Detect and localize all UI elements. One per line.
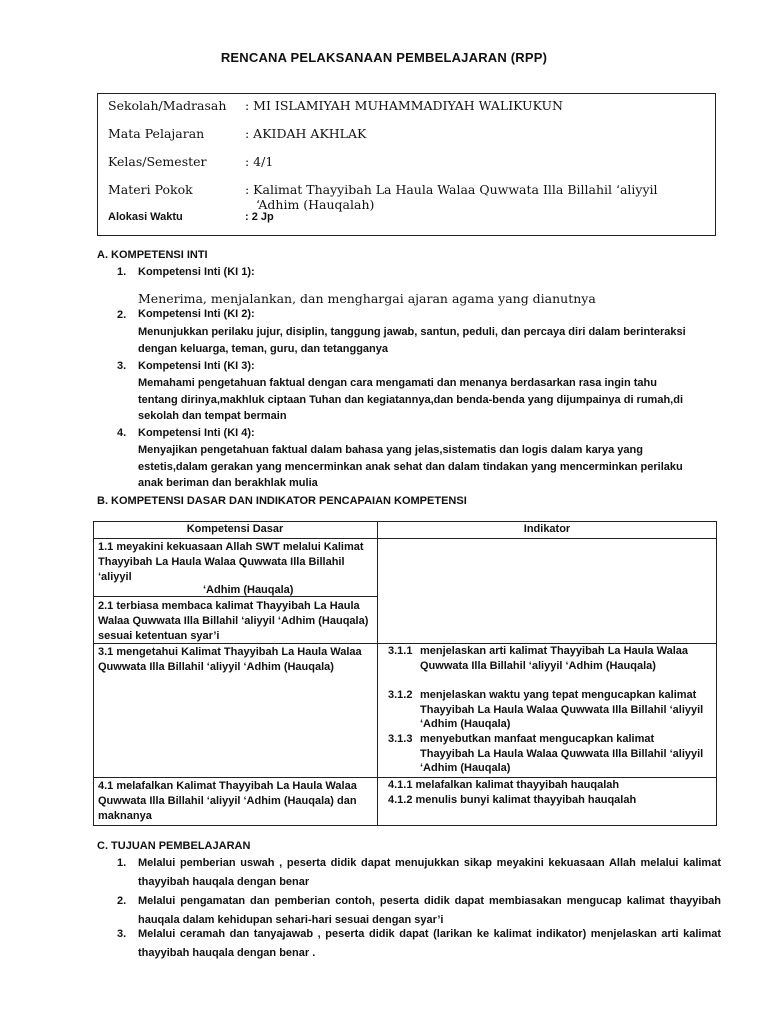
kd-cell-cont: ‘Adhim (Hauqala): [203, 584, 294, 596]
competency-table: [93, 521, 717, 826]
identity-box: [97, 93, 716, 236]
table-header-indikator: Indikator: [523, 523, 571, 535]
section-b-heading: B. KOMPETENSI DASAR DAN INDIKATOR PENCAPAIAN KOMPETENSI: [97, 495, 467, 507]
ki-text: Menyajikan pengetahuan faktual dalam bahasa yang jelas,sistematis dan logis dalam karya yang estetis,dalam gerakan yang mencerminkan anak sehat dan dalam tindakan yang mencerminkan perilaku anak beriman dan berakhlak mulia: [138, 444, 683, 489]
table-border: [93, 825, 717, 826]
section-a-heading: A. KOMPETENSI INTI: [97, 249, 208, 261]
table-border: [93, 521, 717, 522]
indicator-item: 4.1.1 melafalkan kalimat thayyibah hauqalah: [388, 779, 620, 791]
identity-value: : 4/1: [245, 154, 274, 169]
ki-title: Kompetensi Inti (KI 2):: [138, 308, 255, 320]
identity-value: : 2 Jp: [245, 211, 274, 223]
identity-label: Sekolah/Madrasah: [108, 98, 227, 113]
table-border: [93, 538, 717, 539]
tujuan-text: Melalui pengamatan dan pemberian contoh, peserta didik dapat membiasakan mengucap kalimat thayyibah hauqala dalam kehidupan sehari-hari sesuai dengan syar’i: [138, 895, 721, 926]
tujuan-text: Melalui pemberian uswah , peserta didik dapat menujukkan sikap meyakini kekuasaan Allah melalui kalimat thayyibah hauqala dengan benar: [138, 857, 721, 888]
table-border: [716, 521, 717, 826]
kd-cell: 3.1 mengetahui Kalimat Thayyibah La Haula Walaa Quwwata Illa Billahil ‘aliyyil ‘Adhim (Hauqala): [98, 646, 362, 673]
ki-title: Kompetensi Inti (KI 1):: [138, 266, 255, 278]
page-title: RENCANA PELAKSANAAN PEMBELAJARAN (RPP): [220, 50, 548, 65]
identity-label: Alokasi Waktu: [108, 211, 183, 223]
kd-cell: 1.1 meyakini kekuasaan Allah SWT melalui Kalimat Thayyibah La Haula Walaa Quwwata Illa Billahil ‘aliyyil: [98, 541, 364, 583]
identity-value: : Kalimat Thayyibah La Haula Walaa Quwwata Illa Billahil ‘aliyyil: [245, 182, 658, 197]
identity-label: Mata Pelajaran: [108, 126, 205, 141]
indicator-text-content: menjelaskan arti kalimat Thayyibah La Haula Walaa Quwwata Illa Billahil ‘aliyyil ‘Adhim (Hauqala): [420, 645, 688, 672]
table-border: [377, 521, 378, 826]
indicator-text: menyebutkan manfaat mengucapkan kalimat Thayyibah La Haula Walaa Quwwata Illa Billahil ‘aliyyil ‘Adhim (Hauqala): [420, 733, 704, 774]
ki-number: 1.: [117, 266, 127, 278]
ki-number: 3.: [117, 360, 127, 372]
identity-label: Materi Pokok: [108, 182, 193, 197]
indicator-item: 4.1.2 menulis bunyi kalimat thayyibah hauqalah: [388, 794, 637, 806]
ki-number: 4.: [117, 427, 127, 439]
identity-value: : AKIDAH AKHLAK: [245, 126, 367, 141]
table-header-kd: Kompetensi Dasar: [186, 523, 284, 535]
ki-title: Kompetensi Inti (KI 3):: [138, 360, 255, 372]
ki-title: Kompetensi Inti (KI 4):: [138, 427, 255, 439]
indicator-number: 3.1.1: [388, 645, 413, 657]
kd-cell: 4.1 melafalkan Kalimat Thayyibah La Haula Walaa Quwwata Illa Billahil ‘aliyyil ‘Adhim (Hauqala) dan maknanya: [98, 780, 357, 822]
ki-text: Menunjukkan perilaku jujur, disiplin, tanggung jawab, santun, peduli, dan percaya diri dalam berinteraksi dengan keluarga, teman, guru, dan tetangganya: [138, 326, 686, 355]
ki-number: 2.: [117, 309, 127, 321]
table-border: [93, 521, 94, 826]
indicator-number: 3.1.2: [388, 689, 413, 701]
tujuan-text: Melalui ceramah dan tanyajawab , peserta didik dapat (larikan ke kalimat indikator) menjelaskan arti kalimat thayyibah hauqala dengan benar .: [138, 928, 721, 959]
identity-value-cont: ‘Adhim (Hauqalah): [256, 197, 375, 212]
tujuan-number: 2.: [117, 895, 127, 907]
ki-text: Memahami pengetahuan faktual dengan cara mengamati dan menanya berdasarkan rasa ingin tahu tentang dirinya,makhluk ciptaan Tuhan dan kegiatannya,dan benda-benda yang dijumpainya di rumah,di sekolah dan tempat bermain: [138, 377, 683, 422]
indicator-text: menjelaskan waktu yang tepat mengucapkan kalimat Thayyibah La Haula Walaa Quwwata Illa Billahil ‘aliyyil ‘Adhim (Hauqala): [420, 689, 704, 730]
kd-cell: 2.1 terbiasa membaca kalimat Thayyibah La Haula Walaa Quwwata Illa Billahil ‘aliyyil ‘Adhim (Hauqala) sesuai ketentuan syar’i: [98, 600, 369, 642]
identity-value: : MI ISLAMIYAH MUHAMMADIYAH WALIKUKUN: [245, 98, 563, 113]
section-c-heading: C. TUJUAN PEMBELAJARAN: [97, 840, 251, 852]
tujuan-number: 1.: [117, 857, 127, 869]
identity-label: Kelas/Semester: [108, 154, 207, 169]
indicator-number: 3.1.3: [388, 733, 413, 745]
tujuan-number: 3.: [117, 928, 127, 940]
indicator-text: [420, 644, 710, 673]
ki-text: Menerima, menjalankan, dan menghargai ajaran agama yang dianutnya: [138, 291, 596, 306]
